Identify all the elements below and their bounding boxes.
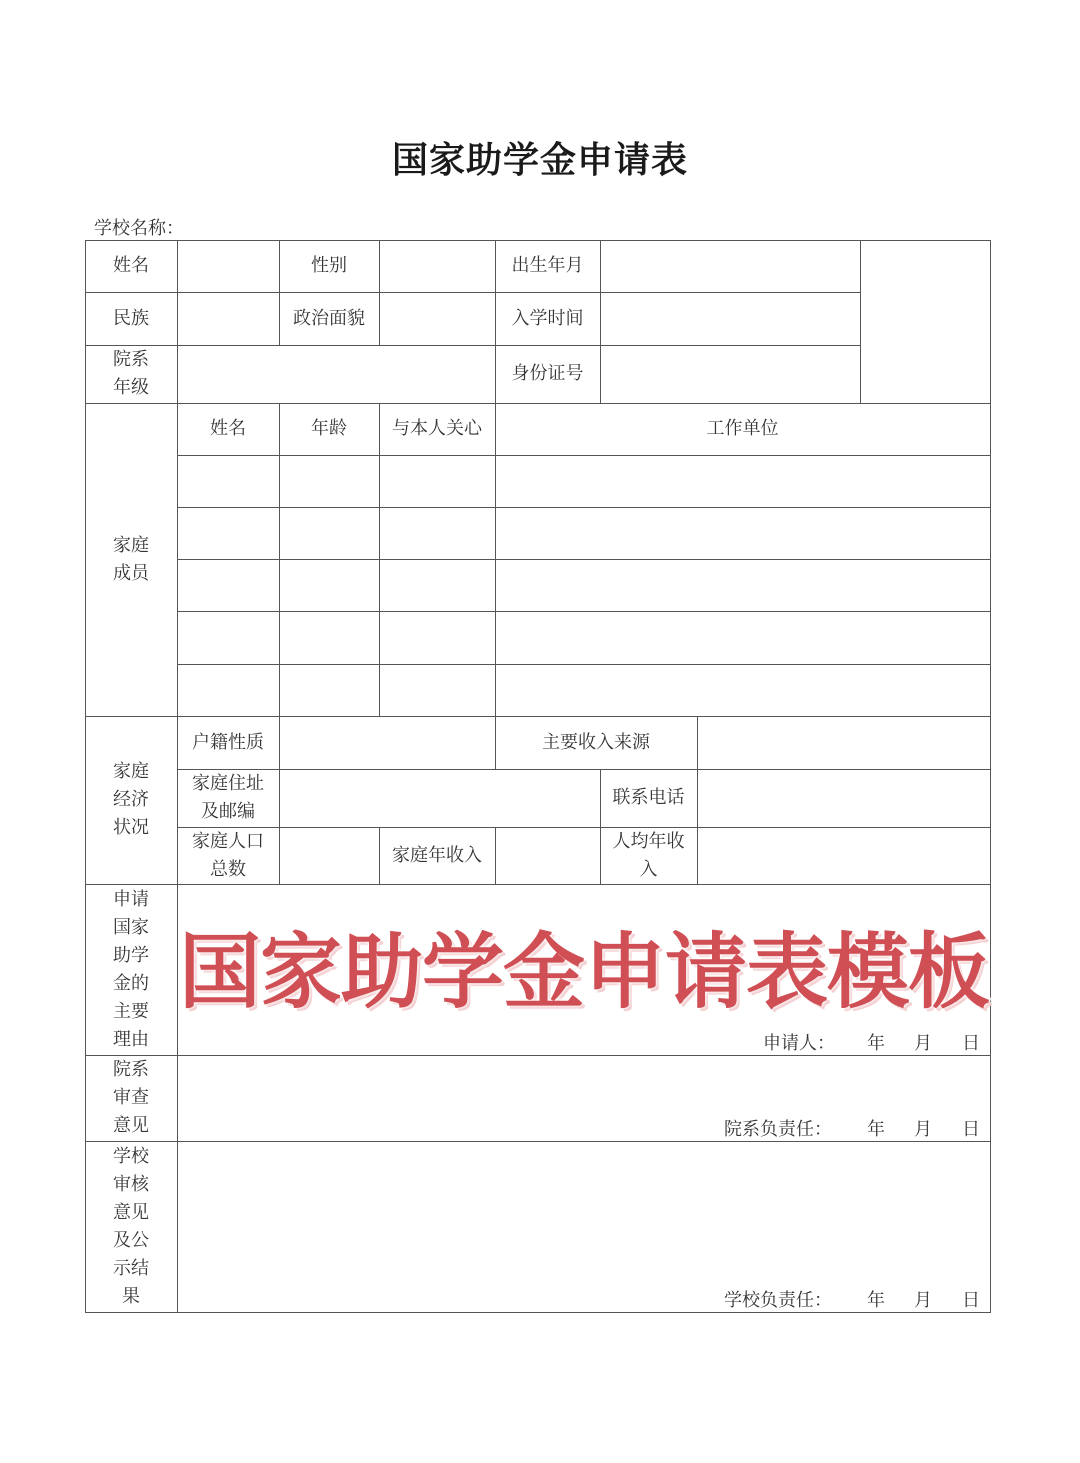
school-name-label: 学校名称： [94, 218, 184, 239]
phone-field[interactable] [698, 770, 989, 826]
address-label-line: 家庭住址 [192, 773, 264, 794]
enroll-label: 入学时间 [511, 307, 584, 329]
school-review-section-label [85, 1141, 177, 1312]
member-work-header: 工作单位 [706, 418, 779, 439]
dept-grade-label-line: 年级 [113, 377, 149, 398]
address-label-line: 及邮编 [201, 801, 255, 822]
date-month: 月 [914, 1119, 932, 1140]
dept-signer-label: 院系负责任： [724, 1119, 832, 1140]
income-source-label: 主要收入来源 [542, 731, 650, 753]
population-label-line: 总数 [210, 858, 246, 880]
section-label-line: 家庭 [113, 534, 149, 556]
member-name-header: 姓名 [210, 418, 246, 439]
date-day: 日 [962, 1119, 980, 1140]
table-line [990, 240, 991, 1313]
address-label [177, 769, 279, 827]
per-capita-label-line: 人均年收 [612, 830, 685, 852]
date-month: 月 [914, 1033, 932, 1054]
section-label-line: 成员 [113, 562, 149, 584]
annual-income-label: 家庭年收入 [392, 844, 482, 866]
section-label-line: 意见 [113, 1201, 149, 1223]
date-year: 年 [867, 1033, 885, 1054]
form-title: 国家助学金申请表 [391, 139, 688, 181]
table-line [177, 611, 991, 612]
ethnicity-field[interactable] [178, 293, 278, 344]
per-capita-label [600, 827, 697, 884]
gender-field[interactable] [380, 241, 494, 291]
reason-section-label [85, 884, 177, 1055]
date-day: 日 [962, 1290, 980, 1311]
school-signer-label: 学校负责任： [724, 1290, 832, 1311]
per-capita-field[interactable] [698, 828, 989, 883]
photo-box [861, 241, 989, 402]
table-line [177, 455, 991, 456]
section-label-line: 状况 [113, 817, 149, 838]
template-banner: 国家助学金申请表模板 [178, 924, 989, 1020]
political-field[interactable] [380, 293, 494, 344]
table-line [177, 559, 991, 560]
date-day: 日 [962, 1033, 980, 1054]
table-line [177, 507, 991, 508]
dept-review-section-label [85, 1055, 177, 1141]
date-year: 年 [867, 1290, 885, 1311]
ethnicity-label: 民族 [113, 307, 149, 329]
section-label-line: 审查 [113, 1087, 149, 1108]
name-field[interactable] [178, 241, 278, 291]
population-label [177, 827, 279, 884]
table-line [177, 664, 991, 665]
applicant-label: 申请人： [763, 1033, 835, 1054]
political-label: 政治面貌 [293, 307, 365, 329]
member-age-header: 年龄 [311, 418, 347, 439]
income-source-field[interactable] [698, 717, 989, 768]
id-number-field[interactable] [601, 346, 859, 402]
date-month: 月 [914, 1290, 932, 1311]
section-label-line: 果 [122, 1285, 140, 1307]
per-capita-label-line: 入 [639, 858, 658, 880]
birth-label: 出生年月 [511, 255, 584, 276]
section-label-line: 金的 [113, 972, 149, 994]
date-year: 年 [867, 1119, 885, 1140]
section-label-line: 意见 [113, 1115, 149, 1136]
section-label-line: 家庭 [113, 761, 149, 782]
birth-field[interactable] [601, 241, 859, 291]
gender-label: 性别 [311, 255, 347, 276]
annual-income-field[interactable] [496, 828, 599, 883]
section-label-line: 示结 [113, 1257, 149, 1279]
dept-grade-field[interactable] [178, 346, 494, 402]
section-label-line: 申请 [113, 888, 149, 910]
section-label-line: 国家 [113, 916, 149, 938]
section-label-line: 经济 [113, 789, 149, 810]
dept-grade-label-line: 院系 [113, 349, 149, 370]
family-economy-section-label [85, 716, 177, 884]
member-relation-header: 与本人关心 [392, 418, 482, 439]
address-field[interactable] [280, 770, 599, 826]
section-label-line: 审核 [113, 1173, 149, 1195]
hukou-label: 户籍性质 [192, 731, 264, 753]
phone-label: 联系电话 [612, 787, 685, 808]
section-label-line: 理由 [113, 1028, 149, 1050]
name-label: 姓名 [113, 255, 149, 276]
section-label-line: 院系 [113, 1059, 149, 1080]
section-label-line: 及公 [113, 1229, 149, 1251]
school-review-field[interactable] [178, 1142, 989, 1282]
family-members-section-label [85, 403, 177, 716]
dept-review-field[interactable] [178, 1056, 989, 1111]
section-label-line: 主要 [113, 1000, 149, 1022]
population-label-line: 家庭人口 [192, 830, 264, 852]
population-field[interactable] [280, 828, 378, 883]
section-label-line: 助学 [113, 944, 149, 966]
hukou-field[interactable] [280, 717, 494, 768]
enroll-field[interactable] [601, 293, 859, 344]
id-number-label: 身份证号 [511, 363, 584, 384]
table-line [85, 1312, 991, 1313]
dept-grade-label [85, 345, 177, 403]
section-label-line: 学校 [113, 1145, 149, 1167]
